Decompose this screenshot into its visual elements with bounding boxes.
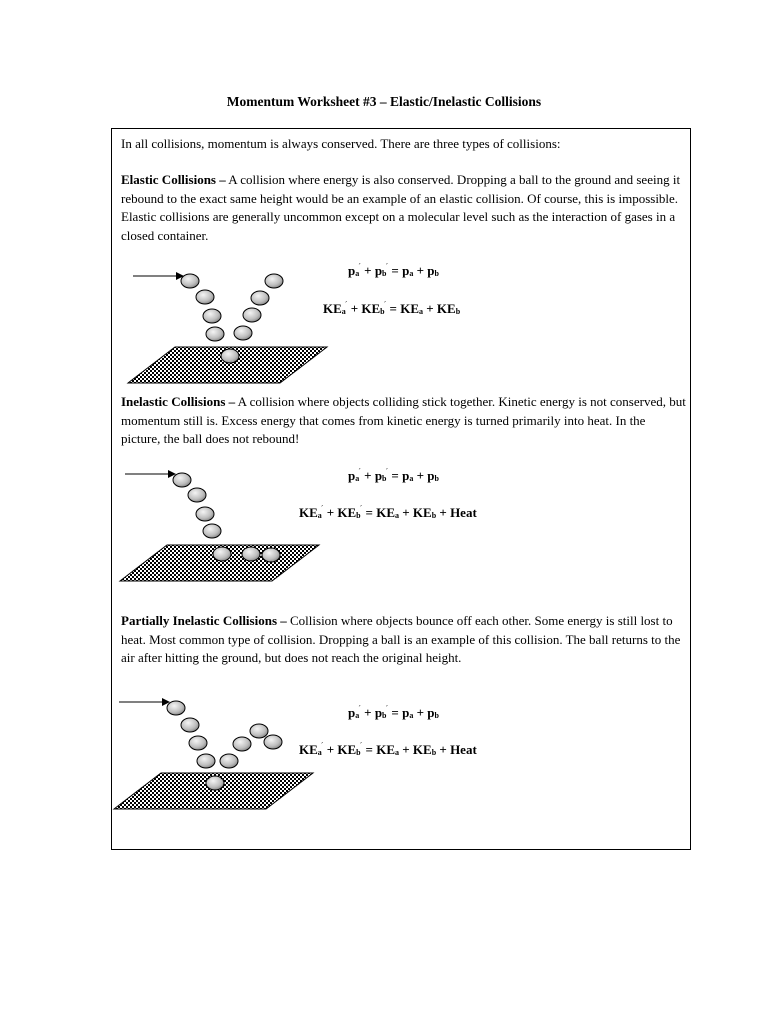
ball xyxy=(265,274,283,288)
partial-momentum-equation: $p_a^´ + p_b^´ = p_a + p_b$ xyxy=(348,704,439,720)
intro-text: In all collisions, momentum is always conserved. There are three types of collisions: xyxy=(121,136,561,151)
inelastic-momentum-equation: $p_a^´ + p_b^´ = p_a + p_b$ xyxy=(348,467,439,483)
partial-body: Collision where objects bounce off each other. Some energy is still lost to heat. Most common type of collision. Dropping a ball is an example of this collision. The ball returns to the air after hitting the ground, but does not reach the original height. xyxy=(121,613,681,665)
ball xyxy=(203,524,221,538)
ball xyxy=(262,548,280,562)
elastic-body: A collision where energy is also conserved. Dropping a ball to the ground and seeing it rebound to the exact same height would be an example of an elastic collision. Of course, this is impossible. Elastic collisions are generally uncommon except on a molecular level such as the interaction of gases in a closed container. xyxy=(121,172,681,243)
ball xyxy=(213,547,231,561)
ball xyxy=(206,776,224,790)
elastic-energy-equation: $KE_a^´ + KE_b^´ = KE_a + KE_b$ xyxy=(323,300,461,316)
partial-energy-equation: $KE_a^´ + KE_b^´ = KE_a + KE_b$ + Heat xyxy=(299,741,477,757)
inelastic-heading: Inelastic Collisions – xyxy=(121,394,236,409)
partial-heading: Partially Inelastic Collisions – xyxy=(121,613,287,628)
ball xyxy=(197,754,215,768)
partial-diagram xyxy=(114,701,313,809)
ball xyxy=(243,308,261,322)
inelastic-body: A collision where objects colliding stick together. Kinetic energy is not conserved, but momentum still is. Excess energy that comes from kinetic energy is turned primarily into heat. In the picture, the ball does not rebound! xyxy=(121,394,686,446)
ball xyxy=(264,735,282,749)
ball xyxy=(181,718,199,732)
ball xyxy=(206,327,224,341)
ball xyxy=(188,488,206,502)
ball xyxy=(167,701,185,715)
elastic-heading: Elastic Collisions – xyxy=(121,172,226,187)
ball xyxy=(221,349,239,363)
ball xyxy=(196,507,214,521)
ball xyxy=(242,547,260,561)
ball xyxy=(189,736,207,750)
ball xyxy=(250,724,268,738)
elastic-momentum-equation: $p_a^´ + p_b^´ = p_a + p_b$ xyxy=(348,262,439,278)
ball xyxy=(234,326,252,340)
inelastic-diagram xyxy=(120,473,319,581)
ball xyxy=(173,473,191,487)
elastic-diagram xyxy=(128,274,327,383)
ball xyxy=(251,291,269,305)
ball xyxy=(203,309,221,323)
ball xyxy=(181,274,199,288)
ball xyxy=(233,737,251,751)
inelastic-energy-equation: $KE_a^´ + KE_b^´ = KE_a + KE_b$ + Heat xyxy=(299,504,477,520)
ball xyxy=(196,290,214,304)
worksheet-title: Momentum Worksheet #3 – Elastic/Inelastic Collisions xyxy=(226,94,542,109)
ball xyxy=(220,754,238,768)
